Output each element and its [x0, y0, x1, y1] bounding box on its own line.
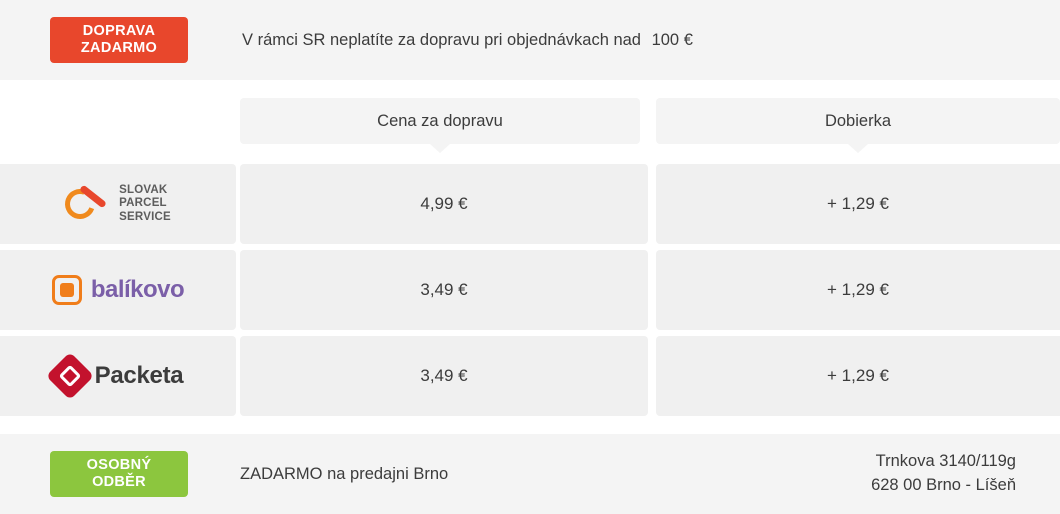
carrier-price-value: 4,99 €: [420, 194, 468, 213]
balikovo-box-icon: [52, 275, 82, 305]
carrier-price-value: 3,49 €: [420, 280, 468, 299]
sps-mark-icon: [65, 187, 111, 221]
sps-logo-line3: SERVICE: [119, 210, 171, 223]
carrier-cod-value: + 1,29 €: [827, 366, 889, 385]
sps-logo-line1: SLOVAK: [119, 184, 168, 197]
carrier-logo-cell: [0, 164, 236, 244]
free-shipping-badge-line2: ZADARMO: [80, 40, 158, 56]
personal-pickup-row: [0, 434, 1060, 514]
personal-pickup-address: [871, 450, 1016, 498]
carrier-logo-cell: [0, 250, 236, 330]
table-row: [0, 250, 1060, 330]
personal-pickup-text: ZADARMO na predajni Brno: [240, 464, 449, 483]
personal-pickup-badge-line1: OSOBNÝ: [86, 457, 152, 474]
packeta-wordmark: Packeta: [94, 362, 184, 389]
header-price-label: Cena za dopravu: [377, 111, 503, 130]
carrier-cod-cell: [656, 336, 1060, 416]
header-price: [240, 98, 640, 144]
slovak-parcel-service-logo: [38, 180, 198, 228]
carrier-price-cell: [240, 250, 648, 330]
personal-pickup-badge-line2: ODBĚR: [92, 474, 146, 490]
carrier-cod-value: + 1,29 €: [827, 280, 889, 299]
personal-pickup-badge: [50, 451, 188, 497]
table-row: [0, 164, 1060, 244]
carrier-cod-value: + 1,29 €: [827, 194, 889, 213]
carrier-cod-cell: [656, 250, 1060, 330]
free-shipping-text: V rámci SR neplatíte za dopravu pri objednávkach nad: [242, 30, 641, 49]
free-shipping-amount: 100 €: [651, 30, 693, 49]
free-shipping-text-wrap: [242, 31, 693, 50]
balikovo-wordmark: balíkovo: [90, 276, 185, 303]
header-cod-label: Dobierka: [824, 111, 892, 130]
carrier-price-value: 3,49 €: [420, 366, 468, 385]
column-headers: [0, 98, 1060, 144]
header-cod: [656, 98, 1060, 144]
table-row: [0, 336, 1060, 416]
carrier-cod-cell: [656, 164, 1060, 244]
packeta-logo: [38, 352, 198, 400]
balikovo-logo: [38, 266, 198, 314]
free-shipping-banner: [0, 0, 1060, 80]
carrier-price-cell: [240, 164, 648, 244]
pickup-address-line2: 628 00 Brno - Líšeň: [871, 475, 1016, 494]
pickup-address-line1: Trnkova 3140/119g: [875, 452, 1016, 470]
carrier-rows: [0, 164, 1060, 422]
sps-logo-line2: PARCEL: [119, 197, 167, 210]
free-shipping-badge: [50, 17, 188, 63]
carrier-logo-cell: [0, 336, 236, 416]
free-shipping-badge-line1: DOPRAVA: [82, 23, 156, 40]
packeta-diamond-icon: [46, 352, 94, 400]
carrier-price-cell: [240, 336, 648, 416]
